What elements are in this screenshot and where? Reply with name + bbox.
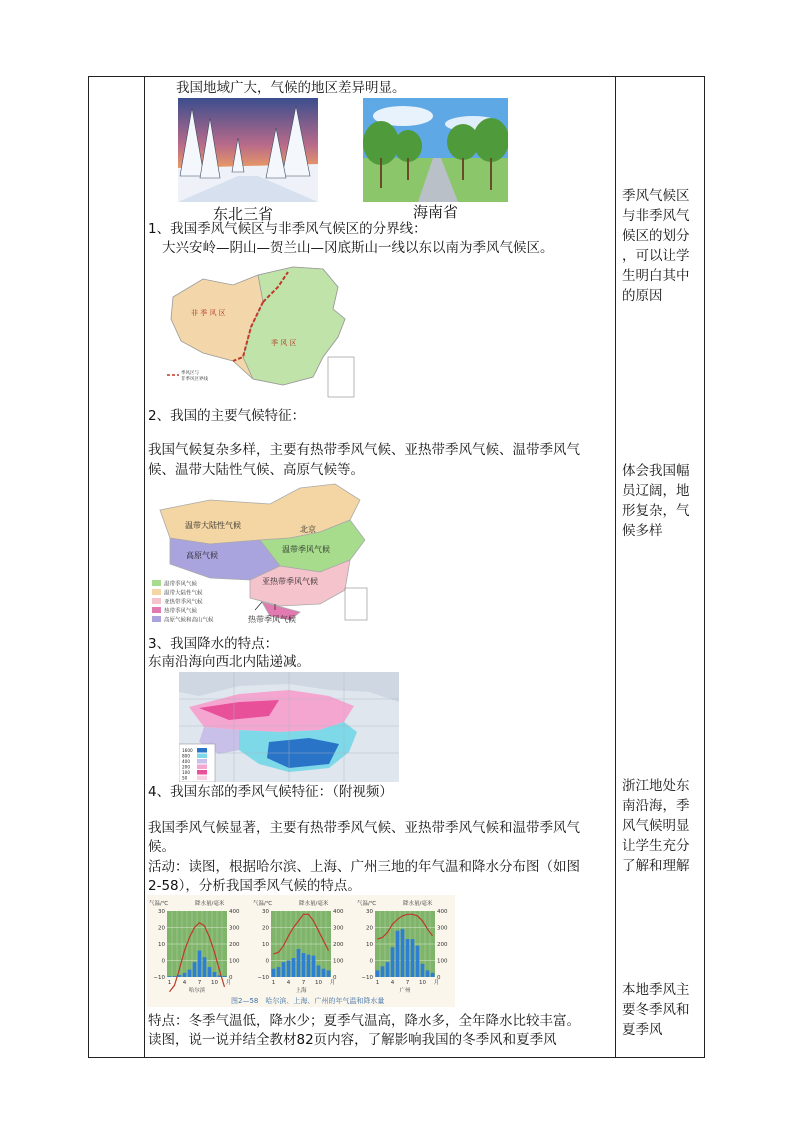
legend-label: 高原气候和高山气候 [164, 617, 214, 624]
column-divider-right [615, 77, 616, 1057]
tick-label: 1 [271, 980, 276, 986]
precip-bar [391, 947, 395, 977]
tick-label: 200 [437, 942, 448, 948]
side-note-line: 生明白其中 [622, 268, 690, 284]
side-note-line: 体会我国幅 [622, 463, 690, 479]
y-axis-label-left: 气温/℃ [253, 901, 273, 907]
precip-legend-value: 100 [182, 770, 190, 775]
side-note-line: 风气候明显 [622, 818, 690, 834]
climate-types-map [150, 480, 370, 632]
section1-heading: 1、我国季风气候区与非季风气候区的分界线： [148, 221, 427, 237]
tick-label: 0 [265, 958, 269, 965]
tick-label: 0 [369, 958, 373, 965]
column-divider-left [144, 77, 145, 1057]
precip-swatch [197, 748, 207, 753]
activity-line2: 2-58），分析我国季风气候的特点。 [148, 878, 361, 894]
precip-bar [213, 972, 217, 977]
precip-swatch [197, 776, 207, 781]
tick-label: 0 [229, 975, 233, 981]
side-note-line: 南沿海，季 [622, 798, 690, 814]
side-note-line: 让学生充分 [622, 838, 690, 854]
tick-label: 1 [375, 980, 380, 986]
precip-swatch [197, 759, 207, 764]
y-axis-label-left: 气温/℃ [357, 901, 377, 907]
precipitation-map [179, 672, 399, 782]
tick-label: 4 [390, 980, 395, 986]
section1-body: 大兴安岭—阴山—贺兰山—冈底斯山一线以东以南为季风气候区。 [162, 240, 554, 256]
side-note-line: 浙江地处东 [622, 778, 690, 794]
read-text: 读图，说一说并结全教材82页内容，了解影响我国的冬季风和夏季风 [148, 1032, 557, 1048]
tick-label: 100 [229, 958, 240, 965]
tick-label: 10 [211, 980, 218, 986]
precip-bar [183, 973, 187, 977]
tick-label: 10 [262, 942, 269, 948]
side-note-line: 候多样 [622, 523, 663, 539]
map-label-subtropical: 亚热带季风气候 [262, 577, 318, 586]
tick-label: 30 [262, 909, 269, 915]
tick-label: 400 [437, 909, 448, 915]
precip-bar [168, 976, 172, 977]
precip-swatch [197, 754, 207, 759]
tick-label: 400 [333, 909, 344, 915]
precip-bar [406, 939, 410, 977]
side-note-line: 本地季风主 [622, 982, 690, 998]
legend-label: 温带季风气候 [164, 581, 198, 588]
precip-bar [297, 949, 301, 977]
section3-heading: 3、我国降水的特点： [148, 636, 279, 652]
precip-swatch [197, 765, 207, 770]
tick-label: 月 [225, 980, 232, 986]
tick-label: 30 [158, 909, 165, 915]
chart-title: 上海 [295, 988, 307, 994]
tick-label: 4 [286, 980, 291, 986]
hainan-photo [363, 98, 508, 202]
tick-label: 100 [437, 958, 448, 965]
precip-legend-value: 200 [182, 764, 190, 770]
side-note-2 [622, 461, 690, 541]
section3-body: 东南沿海向西北内陆递减。 [148, 654, 310, 670]
activity-line1: 活动：读图，根据哈尔滨、上海、广州三地的年气温和降水分布图（如图 [148, 859, 580, 875]
side-note-line: 形复杂，气 [622, 503, 690, 519]
y-axis-label-right: 降水量/毫米 [403, 901, 433, 907]
precip-legend-value: 400 [182, 759, 190, 764]
legend-swatch [152, 598, 161, 604]
precip-bar [376, 970, 380, 977]
legend-swatch [152, 589, 161, 595]
tick-label: 4 [182, 980, 187, 986]
chart-title: 广州 [399, 988, 411, 994]
legend-swatch [152, 580, 161, 586]
tick-label: −10 [153, 975, 165, 981]
figure-caption: 图2—58 哈尔滨、上海、广州的年气温和降水量 [231, 997, 385, 1005]
precip-bar [421, 964, 425, 977]
northeast-winter-photo [178, 98, 318, 202]
precip-bar [411, 939, 415, 977]
precip-bar [327, 970, 331, 977]
map-label-nonmonsoon: 非 季 风 区 [191, 309, 226, 317]
map-label-continental: 温带大陆性气候 [185, 521, 241, 530]
side-note-line: 与非季风气 [622, 208, 690, 224]
precip-bar [317, 965, 321, 977]
side-note-1 [622, 186, 690, 306]
tick-label: 0 [333, 975, 337, 981]
tick-label: 0 [437, 975, 441, 981]
section4-heading: 4、我国东部的季风气候特征：（附视频） [148, 784, 393, 800]
tick-label: 20 [366, 925, 373, 932]
legend-label: 热带季风气候 [164, 608, 198, 615]
map-label-plateau: 高原气候 [186, 551, 218, 560]
precip-legend-value: 800 [182, 753, 190, 759]
tick-label: 1 [167, 980, 172, 986]
legend-label: 温带大陆性气候 [164, 590, 203, 597]
map-label-temperate-monsoon: 温带季风气候 [282, 545, 330, 554]
y-axis-label-right: 降水量/毫米 [195, 901, 225, 907]
side-note-line: 要冬季风和 [622, 1002, 690, 1018]
side-note-line: 候区的划分 [622, 228, 690, 244]
precip-bar [203, 957, 207, 977]
y-axis-label-left: 气温/℃ [149, 901, 169, 907]
y-axis-label-right: 降水量/毫米 [299, 901, 329, 907]
tick-label: 月 [433, 980, 440, 986]
tick-label: −10 [257, 975, 269, 981]
precip-bar [198, 951, 202, 977]
tick-label: 10 [158, 942, 165, 948]
tick-label: 10 [315, 980, 322, 986]
tick-label: −10 [361, 975, 373, 981]
chart-title: 哈尔滨 [188, 988, 206, 994]
map-label-tropical: 热带季风气候 [248, 615, 296, 624]
tick-label: 300 [333, 925, 344, 932]
precip-bar [272, 969, 276, 977]
side-note-line: ，可以让学 [622, 248, 690, 264]
map-legend-line2: 非季风区界线 [181, 377, 208, 382]
precip-bar [292, 958, 296, 977]
section4-body-line2: 候。 [148, 839, 175, 855]
tick-label: 200 [333, 942, 344, 948]
precip-bar [431, 973, 435, 977]
section4-body-line1: 我国季风气候显著，主要有热带季风气候、亚热带季风气候和温带季风气 [148, 820, 580, 836]
precip-bar [426, 970, 430, 977]
side-note-line: 夏季风 [622, 1022, 663, 1038]
legend-label: 亚热带季风气候 [164, 599, 203, 606]
features-text: 特点：冬季气温低，降水少；夏季气温高，降水多，全年降水比较丰富。 [148, 1013, 580, 1029]
precip-swatch [197, 770, 207, 775]
tick-label: 7 [197, 980, 202, 986]
map-legend-line1: 季风区与 [181, 371, 199, 376]
section2-heading: 2、我国的主要气候特征： [148, 408, 306, 424]
intro-text: 我国地域广大，气候的地区差异明显。 [176, 80, 406, 96]
tick-label: 7 [301, 980, 306, 986]
tick-label: 7 [405, 980, 410, 986]
side-note-line: 了解和理解 [622, 858, 690, 874]
precip-bar [223, 976, 227, 977]
precip-bar [396, 931, 400, 977]
precip-bar [193, 962, 197, 977]
side-note-3 [622, 776, 690, 876]
tick-label: 200 [229, 942, 240, 948]
side-note-line: 的原因 [622, 288, 663, 304]
precip-bar [307, 955, 311, 977]
tick-label: 0 [161, 958, 165, 965]
section2-body-line1: 我国气候复杂多样，主要有热带季风气候、亚热带季风气候、温带季风气 [148, 442, 580, 458]
precip-bar [188, 970, 192, 977]
climate-charts-figure [147, 895, 455, 1007]
precip-bar [287, 961, 291, 978]
tick-label: 300 [437, 925, 448, 932]
photo-caption-hainan: 海南省 [413, 203, 459, 221]
precip-bar [322, 969, 326, 977]
photo-caption-northeast: 东北三省 [213, 205, 274, 223]
monsoon-boundary-map [163, 257, 363, 405]
precip-bar [401, 929, 405, 977]
side-note-line: 员辽阔，地 [622, 483, 690, 499]
side-note-4 [622, 980, 690, 1040]
legend-swatch [152, 616, 161, 622]
precip-bar [178, 975, 182, 977]
tick-label: 20 [158, 925, 165, 932]
precip-bar [302, 953, 306, 977]
map-label-beijing: 北京 [300, 525, 316, 534]
precip-bar [282, 962, 286, 977]
legend-swatch [152, 607, 161, 613]
tick-label: 300 [229, 925, 240, 932]
precip-bar [277, 967, 281, 977]
side-note-line: 季风气候区 [622, 188, 690, 204]
tick-label: 20 [262, 925, 269, 932]
precip-bar [386, 962, 390, 977]
precip-bar [416, 946, 420, 977]
map-label-monsoon: 季 风 区 [271, 339, 297, 347]
tick-label: 10 [366, 942, 373, 948]
precip-legend-value: 50 [182, 775, 188, 781]
precip-bar [312, 956, 316, 977]
tick-label: 30 [366, 909, 373, 915]
precip-bar [173, 976, 177, 977]
precip-bar [208, 967, 212, 977]
precip-legend-value: 1600 [182, 748, 193, 753]
tick-label: 100 [333, 958, 344, 965]
section2-body-line2: 候、温带大陆性气候、高原气候等。 [148, 462, 364, 478]
tick-label: 10 [419, 980, 426, 986]
tick-label: 400 [229, 909, 240, 915]
tick-label: 月 [329, 980, 336, 986]
precip-bar [381, 966, 385, 977]
